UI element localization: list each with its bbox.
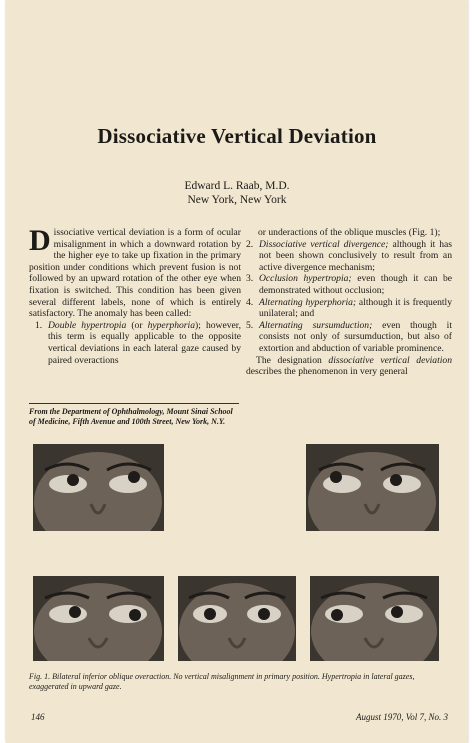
list-item-2	[246, 239, 452, 274]
journal-issue: August 1970, Vol 7, No. 3	[355, 712, 448, 722]
intro-text: issociative vertical deviation is a form of ocular misalignment in which a downward rotation by the higher eye to take up fixation in the primary position under conditions which prevent fusion is not followed by an upward rotation of the other eye when fixation is switched. This condition has been given several different labels, none of which is entirely satisfactory. The anomaly has been called:	[29, 227, 241, 320]
figure-caption: Fig. 1. Bilateral inferior oblique overaction. No vertical misalignment in primary position. Hypertropia in lateral gazes, exaggerated in upward gaze.	[29, 672, 415, 691]
footnote: From the Department of Ophthalmology, Mount Sinai School of Medicine, Fifth Avenue and 100th Street, New York, N.Y.	[29, 403, 239, 427]
photo-right-gaze	[33, 576, 164, 661]
right-column	[246, 227, 452, 378]
list-number: 5.	[246, 319, 254, 331]
photo-up-right-gaze	[33, 444, 164, 531]
photo-up-left-gaze	[306, 444, 439, 531]
page-number: 146	[31, 712, 45, 722]
eyes-photo-icon	[33, 444, 164, 531]
eyes-photo-icon	[310, 576, 439, 661]
eyes-photo-icon	[178, 576, 296, 661]
list-text: Occlusion hypertropia; even though it can be demonstrated without occlusion;	[259, 273, 453, 296]
eyes-photo-icon	[33, 576, 164, 661]
drop-cap: D	[29, 224, 51, 257]
list-item-3	[246, 273, 452, 296]
author-location: New York, New York	[187, 194, 287, 206]
author-name: Edward L. Raab, M.D.	[184, 180, 290, 192]
list-item-5	[246, 320, 452, 355]
eyes-photo-icon	[306, 444, 439, 531]
journal-page	[6, 0, 468, 743]
intro-paragraph	[29, 224, 241, 320]
list-text: Alternating sursumduction; even though it consists not only of sursumduction, but also of extortion and abduction of variable prominence.	[259, 319, 452, 354]
list-text: Double hypertropia (or hyperphoria); however, this term is equally applicable to the opposite vertical deviations in each lateral gaze caused by paired overactions	[48, 319, 241, 366]
list-item-4	[246, 297, 452, 320]
list-number: 1.	[35, 319, 43, 331]
list-number: 3.	[246, 273, 254, 285]
list-text: Alternating hyperphoria; although it is frequently unilateral; and	[259, 296, 452, 320]
list-text: Dissociative vertical divergence; although it has not been shown conclusively to result from an active divergence mechanism;	[259, 238, 452, 273]
list-item-1-continued: or underactions of the oblique muscles (Fig. 1);	[258, 227, 441, 238]
list-number: 2.	[246, 238, 254, 250]
article-title: Dissociative Vertical Deviation	[97, 124, 377, 148]
closing-paragraph: The designation dissociative vertical deviation describes the phenomenon in very general	[246, 354, 452, 378]
author-block	[6, 179, 468, 207]
list-item-1	[29, 320, 241, 366]
photo-primary-gaze	[178, 576, 296, 661]
photo-left-gaze	[310, 576, 439, 661]
list-number: 4.	[246, 296, 254, 308]
left-column	[29, 224, 241, 366]
